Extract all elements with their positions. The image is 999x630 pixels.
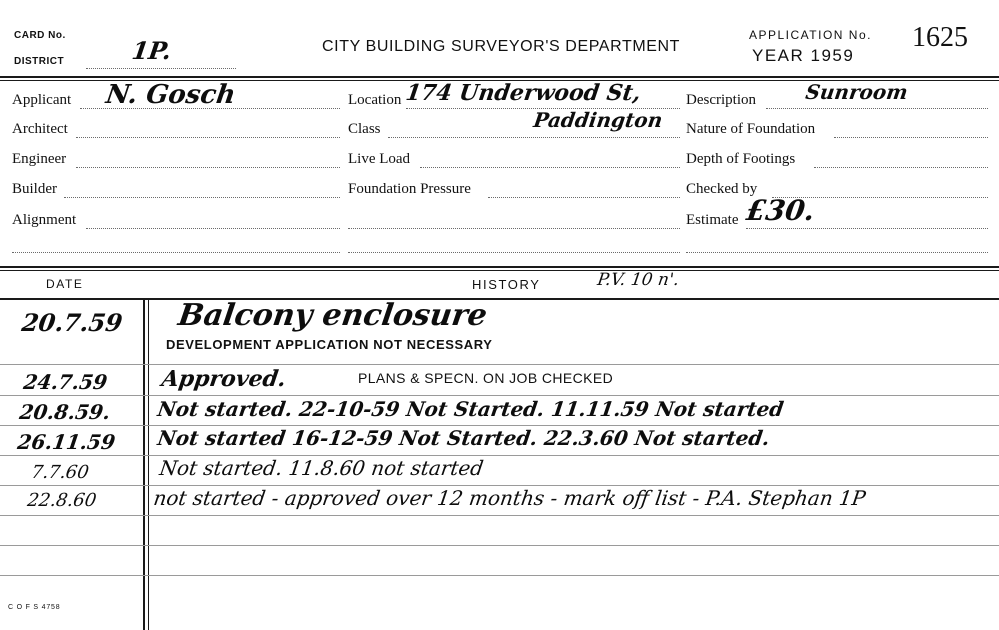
applicant-value: N. Gosch [104, 80, 238, 110]
engineer-dotted-line [76, 167, 340, 168]
depth-of-footings-dotted-line [814, 167, 988, 168]
applicant-label: Applicant [12, 92, 72, 108]
estimate-dotted-line [746, 228, 988, 229]
description-value: Sunroom [804, 80, 910, 104]
alignment-dotted-line [86, 228, 340, 229]
year-label: YEAR 1959 [752, 46, 855, 65]
location-label: Location [348, 92, 402, 108]
plans-checked-stamp: PLANS & SPECN. ON JOB CHECKED [358, 370, 614, 386]
class-label: Class [348, 121, 381, 137]
history-entry: not started - approved over 12 months - mark off list - P.A. Stephan 1P [152, 486, 868, 510]
history-column-header: HISTORY [472, 277, 541, 292]
history-top-rule [0, 266, 999, 268]
application-no: 1625 [912, 22, 968, 53]
development-application-stamp: DEVELOPMENT APPLICATION NOT NECESSARY [166, 337, 493, 352]
history-rule [0, 455, 999, 456]
history-rule [0, 395, 999, 396]
engineer-label: Engineer [12, 151, 67, 167]
location-value: 174 Underwood St, [404, 80, 643, 106]
date-column-divider [143, 298, 145, 630]
description-label: Description [686, 92, 756, 108]
col3-dotted-line-b [686, 252, 988, 253]
history-entry: Not started. 11.8.60 not started [158, 456, 485, 480]
date-column-divider-2 [148, 298, 149, 630]
estimate-value: £30. [744, 194, 817, 227]
district-dotted-line [86, 68, 236, 69]
builder-label: Builder [12, 181, 57, 197]
description-dotted-line [766, 108, 988, 109]
history-date: 24.7.59 [22, 370, 109, 394]
history-rule [0, 515, 999, 516]
alignment-label: Alignment [12, 212, 77, 228]
checked-by-label: Checked by [686, 181, 758, 197]
foundation-pressure-dotted-line [488, 197, 680, 198]
date-column-header: DATE [46, 277, 84, 291]
card-no-label: CARD No. [14, 30, 66, 41]
history-top-rule-2 [0, 270, 999, 271]
builder-dotted-line [64, 197, 340, 198]
history-entry: Balcony enclosure [176, 298, 490, 333]
depth-of-footings-label: Depth of Footings [686, 151, 796, 167]
architect-label: Architect [12, 121, 68, 137]
history-rule [0, 575, 999, 576]
nature-of-foundation-label: Nature of Foundation [686, 121, 816, 137]
history-date: 20.7.59 [20, 308, 125, 337]
col2-dotted-line-b [348, 252, 680, 253]
department-title: CITY BUILDING SURVEYOR'S DEPARTMENT [322, 38, 681, 55]
history-rule [0, 545, 999, 546]
foundation-pressure-label: Foundation Pressure [348, 181, 471, 197]
nature-of-foundation-dotted-line [834, 137, 988, 138]
location-value-2: Paddington [532, 108, 665, 132]
alignment-dotted-line-2 [12, 252, 340, 253]
live-load-dotted-line [420, 167, 680, 168]
header-rule [0, 76, 999, 78]
history-entry: Approved. [160, 366, 288, 392]
history-header-rule [0, 298, 999, 300]
district-value: 1P. [130, 36, 174, 65]
col2-dotted-line-a [348, 228, 680, 229]
form-code: C O F S 4758 [8, 604, 61, 611]
history-date: 7.7.60 [30, 462, 91, 483]
architect-dotted-line [76, 137, 340, 138]
history-entry: Not started 16-12-59 Not Started. 22.3.60 Not started. [156, 426, 772, 450]
estimate-label: Estimate [686, 212, 739, 228]
history-note: P.V. 10 n'. [596, 270, 681, 290]
history-entry: Not started. 22-10-59 Not Started. 11.11.59 Not started [156, 397, 786, 421]
history-date: 22.8.60 [26, 490, 98, 511]
application-no-label: APPLICATION No. [749, 28, 872, 42]
history-rule [0, 364, 999, 365]
class-dotted-line [388, 137, 680, 138]
live-load-label: Live Load [348, 151, 411, 167]
history-date: 26.11.59 [16, 430, 117, 454]
history-date: 20.8.59. [18, 400, 112, 424]
district-label: DISTRICT [14, 56, 65, 67]
